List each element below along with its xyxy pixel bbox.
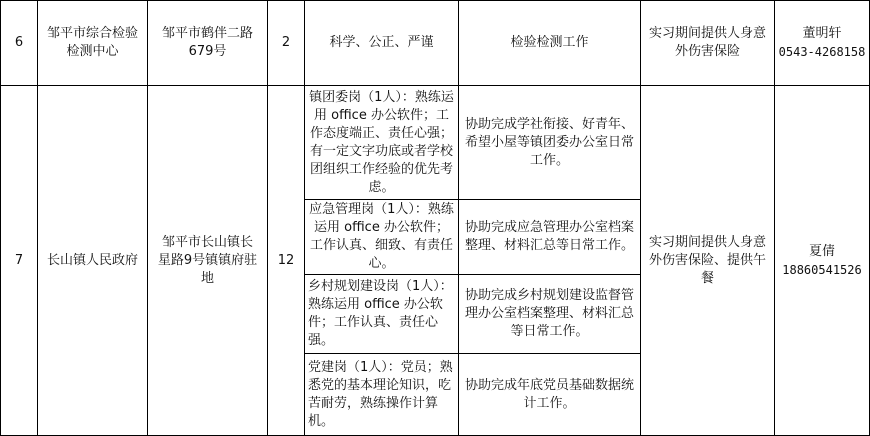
row6-benefit: 实习期间提供人身意外伤害保险 xyxy=(640,0,775,86)
row7-unit: 长山镇人民政府 xyxy=(37,85,148,436)
row7-contact-name: 夏倩 xyxy=(808,243,835,259)
row7-contact-phone: 18860541526 xyxy=(782,262,862,277)
row7-benefit: 实习期间提供人身意外伤害保险、提供午餐 xyxy=(640,85,775,436)
position-requirement: 镇团委岗（1人）：熟练运用 office 办公软件；工作态度端正、责任心强；有一定文字功底或者学校团组织工作经验的优先考虑。 xyxy=(304,85,459,200)
position-work: 协助完成乡村规划建设监督管理办公室档案整理、材料汇总等日常工作。 xyxy=(458,274,641,354)
position-requirement: 乡村规划建设岗（1人）：熟练运用 office 办公软件；工作认真、责任心强。 xyxy=(304,274,459,354)
row6-contact-phone: 0543-4268158 xyxy=(778,45,866,59)
row6-work: 检验检测工作 xyxy=(458,0,641,86)
row6-contact-name: 董明轩 xyxy=(802,26,842,41)
position-requirement: 应急管理岗（1人）：熟练运用 office 办公软件；工作认真、细致、有责任心。 xyxy=(304,199,459,275)
position-work: 协助完成年底党员基础数据统计工作。 xyxy=(458,353,641,436)
row7-address: 邹平市长山镇长星路9号镇镇府驻地 xyxy=(147,85,268,436)
row6-index: 6 xyxy=(0,0,38,86)
row6-address: 邹平市鹤伴二路679号 xyxy=(147,0,268,86)
position-requirement: 党建岗（1人）：党员；熟悉党的基本理论知识，吃苦耐劳，熟练操作计算机。 xyxy=(304,353,459,436)
row6-contact xyxy=(774,0,870,86)
row6-unit: 邹平市综合检验检测中心 xyxy=(37,0,148,86)
row6-count: 2 xyxy=(267,0,305,86)
position-work: 协助完成学社衔接、好青年、希望小屋等镇团委办公室日常工作。 xyxy=(458,85,641,200)
row7-contact xyxy=(774,85,870,436)
row7-index: 7 xyxy=(0,85,38,436)
position-work: 协助完成应急管理办公室档案整理、材料汇总等日常工作。 xyxy=(458,199,641,275)
row7-count: 12 xyxy=(267,85,305,436)
row6-requirement: 科学、公正、严谨 xyxy=(304,0,459,86)
